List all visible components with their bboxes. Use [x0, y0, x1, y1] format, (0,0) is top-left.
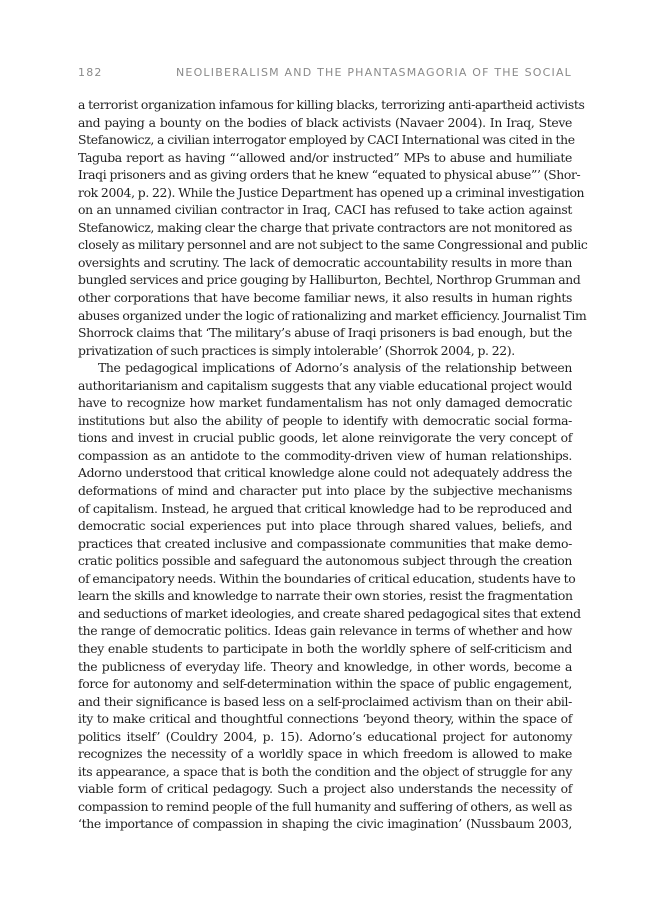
text-line: Iraqi prisoners and as giving orders that he knew “equated to physical abuse”’ (Shor-: [78, 167, 581, 183]
page-number: 182: [78, 66, 103, 79]
text-line: bungled services and price gouging by Halliburton, Bechtel, Northrop Grumman and: [78, 272, 581, 288]
text-line: rok 2004, p. 22). While the Justice Department has opened up a criminal investigation: [78, 184, 585, 200]
text-line: tions and invest in crucial public goods, let alone reinvigorate the very concept of: [78, 430, 572, 446]
text-line: compassion to remind people of the full humanity and suffering of others, as well as: [78, 798, 572, 814]
text-line: closely as military personnel and are not subject to the same Congressional and public: [78, 237, 588, 253]
text-line: compassion as an antidote to the commodity-driven view of human relationships.: [78, 447, 572, 463]
text-line: politics itself’ (Couldry 2004, p. 15). Adorno’s educational project for autonomy: [78, 728, 572, 744]
text-line: of emancipatory needs. Within the boundaries of critical education, students have to: [78, 570, 576, 586]
page-header: [78, 66, 572, 82]
body-text: [78, 96, 588, 833]
text-line: deformations of mind and character put into place by the subjective mechanisms: [78, 483, 572, 499]
text-line: abuses organized under the logic of rationalizing and market efficiency. Journalist Tim: [78, 307, 587, 323]
text-line: and their significance is based less on a self-proclaimed activism than on their abil-: [78, 693, 572, 709]
text-line: have to recognize how market fundamentalism has not only damaged democratic: [78, 395, 572, 411]
text-line: Adorno understood that critical knowledge alone could not adequately address the: [78, 465, 572, 481]
text-line: Taguba report as having “‘allowed and/or instructed” MPs to abuse and humiliate: [78, 149, 572, 165]
text-line: of capitalism. Instead, he argued that critical knowledge had to be reproduced and: [78, 500, 572, 516]
text-line: ity to make critical and thoughtful connections ‘beyond theory, within the space of: [78, 711, 572, 727]
text-line: the publicness of everyday life. Theory and knowledge, in other words, become a: [78, 658, 572, 674]
text-line: its appearance, a space that is both the condition and the object of struggle for any: [78, 763, 572, 779]
text-line: oversights and scrutiny. The lack of democratic accountability results in more than: [78, 254, 572, 270]
text-line: and paying a bounty on the bodies of black activists (Navaer 2004). In Iraq, Steve: [78, 114, 572, 130]
text-line: a terrorist organization infamous for killing blacks, terrorizing anti-apartheid activists: [78, 97, 585, 112]
text-line: Stefanowicz, a civilian interrogator employed by CACI International was cited in the: [78, 132, 575, 148]
text-line: ‘the importance of compassion in shaping the civic imagination’ (Nussbaum 2003,: [78, 816, 572, 832]
text-line: they enable students to participate in both the worldly sphere of self-criticism and: [78, 640, 572, 656]
text-line: democratic social experiences put into place through shared values, beliefs, and: [78, 518, 572, 534]
text-line: cratic politics possible and safeguard the autonomous subject through the creation: [78, 553, 572, 569]
text-line: practices that created inclusive and compassionate communities that make demo-: [78, 535, 572, 551]
running-head: NEOLIBERALISM AND THE PHANTASMAGORIA OF THE SOCIAL: [175, 66, 572, 79]
paragraph-last-line: privatization of such practices is simply intolerable’ (Shorrok 2004, p. 22).: [78, 342, 515, 358]
paragraph-first-line: The pedagogical implications of Adorno’s analysis of the relationship between: [98, 360, 572, 376]
text-line: learn the skills and knowledge to narrate their own stories, resist the fragmentation: [78, 588, 573, 604]
text-line: on an unnamed civilian contractor in Iraq, CACI has refused to take action against: [78, 202, 572, 218]
text-line: Shorrock claims that ‘The military’s abuse of Iraqi prisoners is bad enough, but the: [78, 325, 572, 341]
text-line: force for autonomy and self-determination within the space of public engagement,: [78, 676, 572, 692]
text-line: recognizes the necessity of a worldly space in which freedom is allowed to make: [78, 746, 572, 762]
text-line: authoritarianism and capitalism suggests that any viable educational project would: [78, 377, 572, 393]
text-line: and seductions of market ideologies, and create shared pedagogical sites that extend: [78, 605, 581, 621]
text-line: the range of democratic politics. Ideas gain relevance in terms of whether and how: [78, 623, 572, 639]
text-line: other corporations that have become familiar news, it also results in human rights: [78, 290, 572, 306]
text-line: Stefanowicz, making clear the charge that private contractors are not monitored as: [78, 219, 572, 235]
text-line: institutions but also the ability of people to identify with democratic social forma-: [78, 412, 572, 428]
text-line: viable form of critical pedagogy. Such a project also understands the necessity of: [78, 781, 572, 797]
